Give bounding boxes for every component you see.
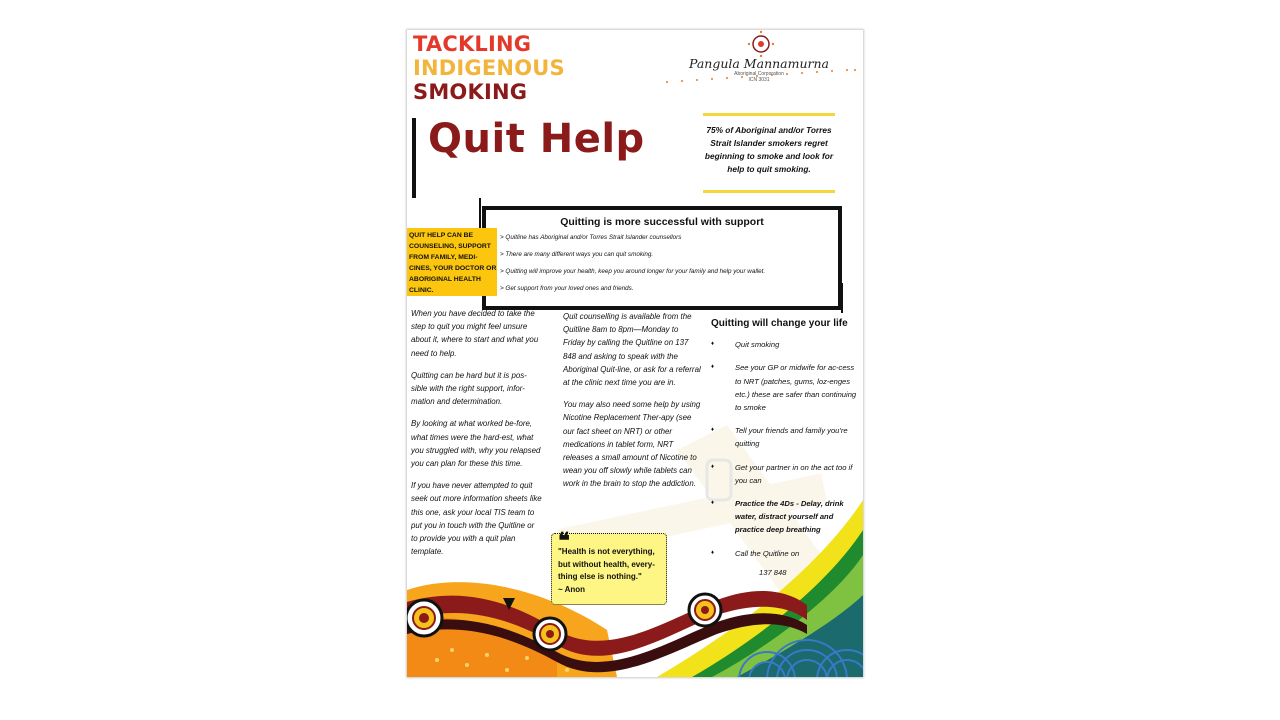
stat-text: 75% of Aboriginal and/or Torres Strait Islander smokers regret beginning to smoke and look for help to quit smoking. [704, 125, 834, 174]
paragraph: Quitting can be hard but it is pos-sible with the right support, infor-mation and determination. [411, 370, 527, 407]
paragraph: If you have never attempted to quit seek out more information sheets like this one, ask your local TIS team to put you in touch with the Quitline or to provide you with a quit plan template. [411, 481, 542, 557]
brand-line-2: INDIGENOUS [413, 56, 565, 80]
brand-line-1: TACKLING [413, 32, 532, 56]
org-sub-1: Aboriginal Corporation [734, 71, 784, 77]
list-item: ♦ See your GP or midwife for ac-cess to NRT (patches, gums, loz-enges etc.) these are safer than continuing to smoke [711, 363, 857, 413]
brand-line-3: SMOKING [413, 80, 528, 104]
circle-motif-icon [534, 618, 566, 650]
circle-motif-icon [407, 600, 442, 636]
title-accent-bar [412, 118, 416, 198]
column-3 [711, 317, 857, 579]
callout-box [407, 228, 497, 296]
list-item: ♦ Quit smoking [711, 338, 857, 351]
page-title: Quit Help [428, 116, 645, 162]
diamond-bullet-icon: ♦ [711, 500, 715, 507]
quitline-number: 137 848 [759, 567, 787, 577]
quote-bubble [551, 528, 667, 605]
flyer-page [407, 30, 863, 677]
list-item: ♦ Tell your friends and family you're quitting [711, 426, 848, 449]
diamond-bullet-icon: ♦ [711, 364, 715, 371]
support-box [482, 206, 842, 310]
support-item: > There are many different ways you can quit smoking. [500, 251, 654, 258]
brand-title [413, 32, 565, 104]
org-sub-2: ICN 3031 [748, 77, 770, 83]
quote-author: ~ Anon [558, 584, 586, 594]
diamond-bullet-icon: ♦ [711, 463, 715, 470]
support-list [500, 234, 838, 302]
support-title: Quitting is more successful with support [560, 216, 764, 228]
callout-text: QUIT HELP CAN BE COUNSELING, SUPPORT FROM FAMILY, MEDI-CINES, YOUR DOCTOR OR ABORIGINAL HEALTH CLINIC. [409, 232, 497, 294]
list-item: ♦ Call the Quitline on [711, 547, 857, 560]
column-3-title: Quitting will change your life [711, 318, 848, 329]
list-item: ♦ Practice the 4Ds - Delay, drink water, distract yourself and practice deep breathing [711, 499, 844, 535]
support-box-accent [479, 198, 481, 228]
paragraph: When you have decided to take the step to quit you might feel unsure about it, where to start and what you need to help. [411, 309, 539, 358]
quote-text: "Health is not everything, but without health, every- thing else is nothing." ~ Anon [552, 534, 666, 596]
stat-box [703, 113, 835, 193]
diamond-bullet-icon: ♦ [711, 427, 715, 434]
diamond-bullet-icon: ♦ [711, 341, 715, 348]
column-2 [563, 310, 701, 500]
benefits-list [711, 338, 857, 560]
org-logo [659, 34, 859, 90]
list-item: ♦ Get your partner in on the act too if you can [711, 462, 853, 485]
circle-motif-icon [689, 594, 721, 626]
quote-mark-icon: ❝ [558, 528, 570, 554]
paragraph: Quit counselling is available from the Quitline 8am to 8pm—Monday to Friday by calling the Quitline on 137 848 and asking to speak with the Aboriginal Quit-line, or ask for a referral at the clinic next time you are in. [563, 312, 701, 388]
paragraph: You may also need some help by using Nicotine Replacement Ther-apy (see our fact sheet on NRT) or other medications in tablet form, NRT releases a small amount of Nicotine to wean you off slowly while tablets can work in the brain to stop the addiction. [563, 400, 701, 489]
paragraph: By looking at what worked be-fore, what times were the hard-est, what you struggled with, why you relapsed you can plan for these this time. [411, 419, 541, 469]
org-name: Pangula Mannamurna [688, 56, 829, 71]
column-1 [411, 307, 543, 567]
support-item: > Quitting will improve your health, keep you around longer for your family and help your wallet. [500, 268, 766, 275]
support-item: > Get support from your loved ones and friends. [500, 285, 634, 292]
quote-tail [503, 598, 515, 610]
diamond-bullet-icon: ♦ [711, 549, 715, 556]
support-item: > Quitline has Aboriginal and/or Torres Strait Islander counsellors [500, 234, 682, 241]
